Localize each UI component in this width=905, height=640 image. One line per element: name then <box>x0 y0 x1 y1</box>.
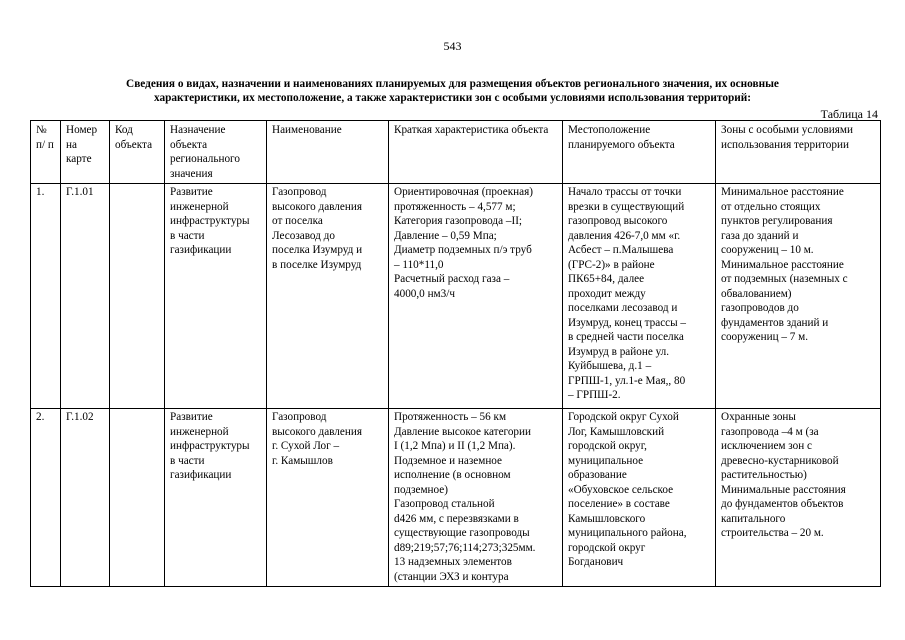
cell-zones: Охранные зоны газопровода –4 м (за исключением зон с древесно-кустарниковой растительностью) Минимальные расстояния до фундаментов объектов капитального строительства – 20 м. <box>716 409 881 587</box>
header-zones: Зоны с особыми условиями использования территории <box>716 121 881 184</box>
cell-characteristics: Ориентировочная (проекная) протяженность – 4,577 м; Категория газопровода –II; Давление – 0,59 Мпа; Диаметр подземных п/э труб – 110*11,0 Расчетный расход газа – 4000,0 нм3/ч <box>389 184 563 409</box>
header-object-code: Код объекта <box>110 121 165 184</box>
header-name: Наименование <box>267 121 389 184</box>
table-header-row <box>31 121 881 184</box>
cell-location: Начало трассы от точки врезки в существующий газопровод высокого давления 426-7,0 мм «г. Асбест – п.Малышева (ГРС-2)» в районе ПК65+84, далее проходит между поселками лесозавод и Изумруд, конец трассы – в средней части поселка Изумруд в районе ул. Куйбышева, д.1 – ГРПШ-1, ул.1-е Мая,, 80 – ГРПШ-2. <box>563 184 716 409</box>
cell-object-code <box>110 184 165 409</box>
table-row <box>31 409 881 587</box>
header-purpose: Назначение объекта регионального значения <box>165 121 267 184</box>
objects-table <box>30 120 881 587</box>
cell-object-code <box>110 409 165 587</box>
document-title <box>60 77 845 105</box>
header-num: № п/ п <box>31 121 61 184</box>
table-row <box>31 184 881 409</box>
cell-location: Городской округ Сухой Лог, Камышловский городской округ, муниципальное образование «Обуховское сельское поселение» в составе Камышловского муниципального района, городской округ Богданович <box>563 409 716 587</box>
page-number: 543 <box>443 39 462 53</box>
cell-purpose: Развитие инженерной инфраструктуры в части газификации <box>165 409 267 587</box>
cell-num: 1. <box>31 184 61 409</box>
title-line-1: Сведения о видах, назначении и наименованиях планируемых для размещения объектов регионального значения, их основные <box>126 78 779 90</box>
cell-zones: Минимальное расстояние от отдельно стоящих пунктов регулирования газа до зданий и сооружениц – 10 м. Минимальное расстояние от подземных (наземных с обвалованием) газопроводов до фундаментов зданий и сооружениц – 7 м. <box>716 184 881 409</box>
header-map-number: Номер на карте <box>61 121 110 184</box>
header-location: Местоположение планируемого объекта <box>563 121 716 184</box>
cell-map-number: Г.1.01 <box>61 184 110 409</box>
cell-name: Газопровод высокого давления г. Сухой Лог – г. Камышлов <box>267 409 389 587</box>
table-label: Таблица 14 <box>820 107 878 121</box>
cell-map-number: Г.1.02 <box>61 409 110 587</box>
cell-characteristics: Протяженность – 56 км Давление высокое категории I (1,2 Мпа) и II (1,2 Мпа). Подземное и наземное исполнение (в основном подземное) Газопровод стальной d426 мм, с перезвязками в существующие газопроводы d89;219;57;76;114;273;325мм. 13 надземных элементов (станции ЭХЗ и контура <box>389 409 563 587</box>
title-line-2: характеристики, их местоположение, а также характеристики зон с особыми условиями использования территорий: <box>153 92 752 104</box>
header-characteristics: Краткая характеристика объекта <box>389 121 563 184</box>
cell-purpose: Развитие инженерной инфраструктуры в части газификации <box>165 184 267 409</box>
cell-num: 2. <box>31 409 61 587</box>
cell-name: Газопровод высокого давления от поселка Лесозавод до поселка Изумруд и в поселке Изумруд <box>267 184 389 409</box>
